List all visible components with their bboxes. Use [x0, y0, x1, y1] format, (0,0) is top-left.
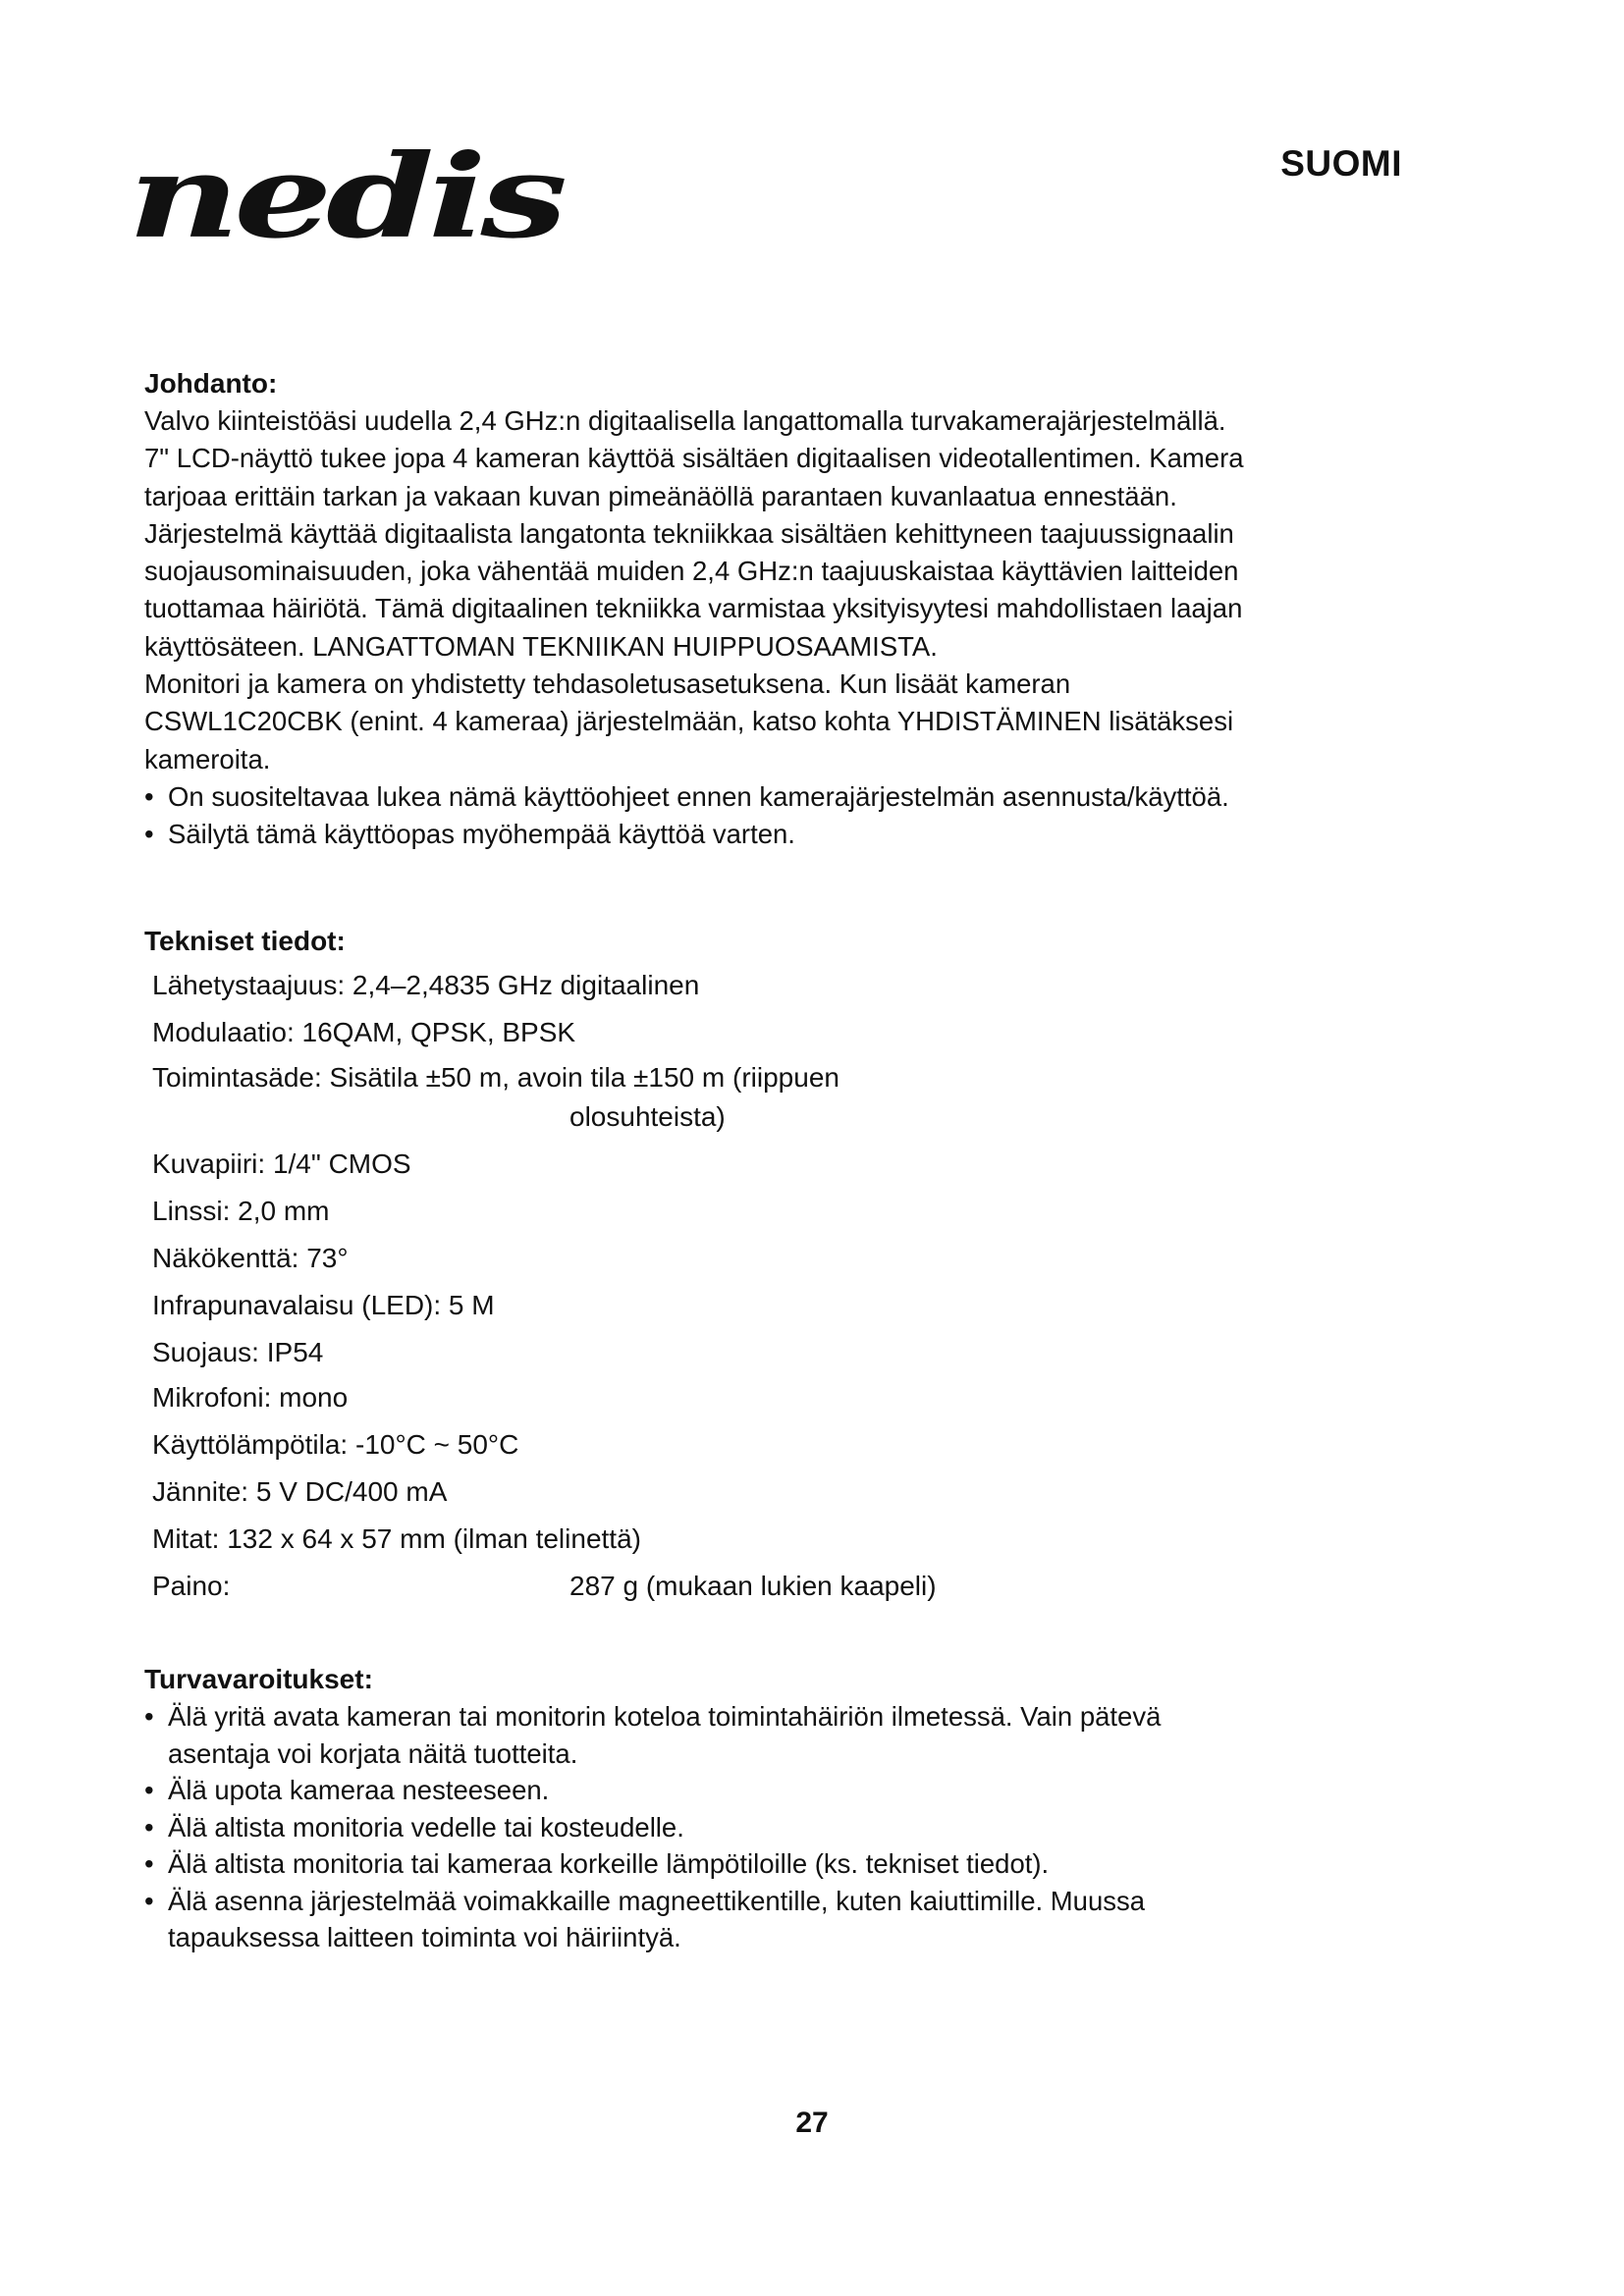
intro-line: Järjestelmä käyttää digitaalista langatonta tekniikkaa sisältäen kehittyneen taajuussignaalin [144, 517, 1234, 549]
intro-line: suojausominaisuuden, joka vähentää muiden 2,4 GHz:n taajuuskaistaa käyttävien laitteiden [144, 556, 1239, 587]
intro-line: kameroita. [144, 743, 271, 774]
spec-row-frequency: Lähetystaajuus: 2,4–2,4835 GHz digitaalinen [152, 970, 700, 1000]
intro-line: 7" LCD-näyttö tukee jopa 4 kameran käyttöä sisältäen digitaalisen videotallentimen. Kamera [144, 443, 1244, 474]
spec-row-field-of-view: Näkökenttä: 73° [152, 1243, 349, 1273]
spec-row-dimensions: Mitat: 132 x 64 x 57 mm (ilman telinettä) [152, 1523, 641, 1554]
intro-heading: Johdanto: [144, 368, 278, 399]
safety-bullet-line: asentaja voi korjata näitä tuotteita. [168, 1737, 578, 1769]
spec-range-continuation: olosuhteista) [569, 1101, 726, 1132]
svg-text:nedis: nedis [128, 129, 562, 264]
intro-bullet: • On suositeltavaa lukea nämä käyttöohjeet ennen kamerajärjestelmän asennusta/käyttöä. [144, 778, 1381, 816]
spec-row-protection: Suojaus: IP54 [152, 1337, 324, 1367]
safety-bullet-line: Älä asenna järjestelmää voimakkaille magneettikentille, kuten kaiuttimille. Muussa [168, 1885, 1146, 1916]
intro-line: Valvo kiinteistöäsi uudella 2,4 GHz:n digitaalisella langattomalla turvakamerajärjestelmällä. [144, 405, 1226, 436]
safety-bullet-line: Älä altista monitoria vedelle tai kosteudelle. [168, 1811, 684, 1842]
safety-bullet [144, 1883, 1381, 1956]
intro-bullet: • Säilytä tämä käyttöopas myöhempää käyttöä varten. [144, 816, 1381, 853]
spec-row-weight [152, 1567, 1381, 1606]
spec-row-modulation: Modulaatio: 16QAM, QPSK, BPSK [152, 1017, 576, 1047]
spec-row-microphone: Mikrofoni: mono [152, 1382, 349, 1413]
nedis-logo [128, 118, 638, 275]
language-label: SUOMI [1280, 143, 1402, 184]
safety-bullet-list [144, 1698, 1381, 1956]
safety-bullet-line: Älä altista monitoria tai kameraa korkeille lämpötiloille (ks. tekniset tiedot). [168, 1848, 1050, 1879]
spec-row-infrared: Infrapunavalaisu (LED): 5 M [152, 1290, 495, 1320]
spec-range-text: Toimintasäde: Sisätila ±50 m, avoin tila ±150 m (riippuen [152, 1062, 839, 1093]
intro-line: käyttösäteen. LANGATTOMAN TEKNIIKAN HUIPPUOSAAMISTA. [144, 630, 938, 662]
safety-bullet [144, 1772, 1381, 1809]
spec-row-sensor: Kuvapiiri: 1/4" CMOS [152, 1148, 411, 1179]
intro-bullet-list [144, 778, 1381, 854]
spec-weight-value: 287 g (mukaan lukien kaapeli) [569, 1571, 937, 1601]
spec-weight-label: Paino: [152, 1571, 231, 1601]
safety-bullet [144, 1809, 1381, 1846]
safety-bullet [144, 1845, 1381, 1883]
safety-bullet-line: Älä yritä avata kameran tai monitorin koteloa toimintahäiriön ilmetessä. Vain pätevä [168, 1701, 1162, 1732]
safety-bullet-line: tapauksessa laitteen toiminta voi häiriintyä. [168, 1922, 681, 1952]
spec-row-range [152, 1058, 1381, 1137]
intro-line: Monitori ja kamera on yhdistetty tehdasoletusasetuksena. Kun lisäät kameran [144, 668, 1071, 700]
intro-line: CSWL1C20CBK (enint. 4 kameraa) järjestelmään, katso kohta YHDISTÄMINEN lisätäksesi [144, 706, 1234, 737]
safety-bullet [144, 1698, 1381, 1772]
intro-line: tarjoaa erittäin tarkan ja vakaan kuvan pimeänäöllä parantaen kuvanlaatua ennestään. [144, 480, 1177, 511]
safety-bullet-line: Älä upota kameraa nesteeseen. [168, 1775, 550, 1805]
specs-section [144, 923, 1381, 1606]
safety-section [144, 1661, 1381, 1956]
specs-heading: Tekniset tiedot: [144, 926, 346, 956]
intro-section [144, 365, 1381, 854]
spec-row-temperature: Käyttölämpötila: -10°C ~ 50°C [152, 1429, 519, 1460]
intro-paragraph [144, 402, 1381, 778]
spec-row-voltage: Jännite: 5 V DC/400 mA [152, 1476, 448, 1507]
intro-line: tuottamaa häiriötä. Tämä digitaalinen tekniikka varmistaa yksityisyytesi mahdollistaen laajan [144, 593, 1243, 624]
spec-row-lens: Linssi: 2,0 mm [152, 1196, 330, 1226]
safety-heading: Turvavaroitukset: [144, 1664, 373, 1694]
page-number: 27 [795, 2107, 829, 2139]
